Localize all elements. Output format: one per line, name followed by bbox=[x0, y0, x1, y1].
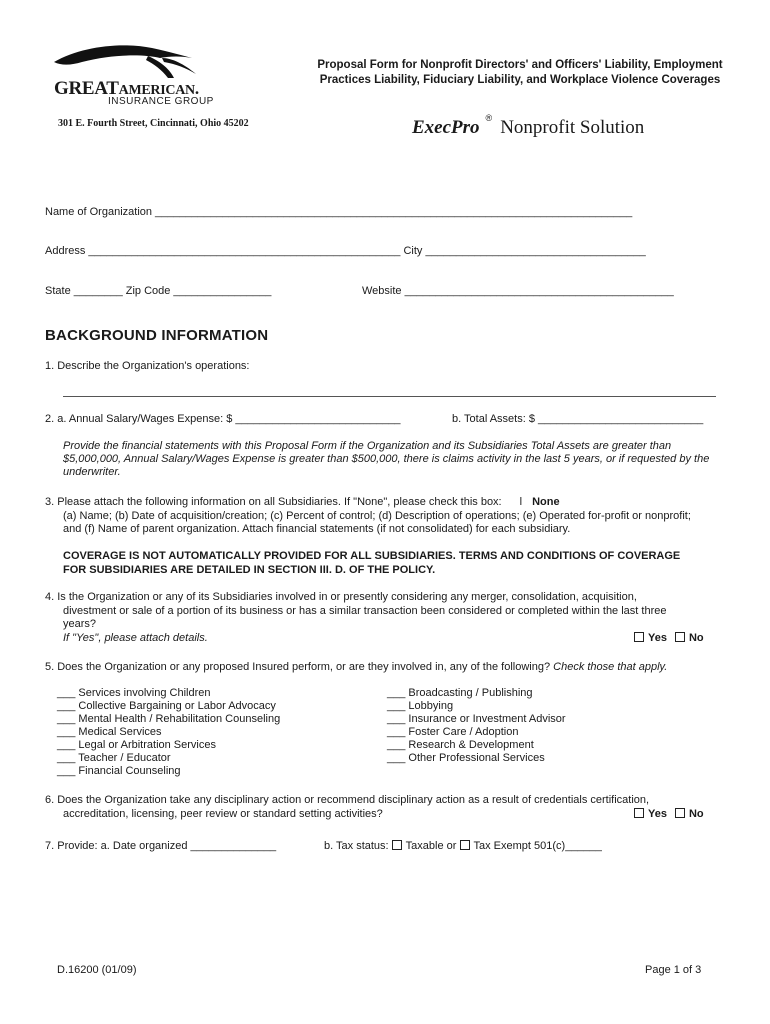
question-3-detail-1: (a) Name; (b) Date of acquisition/creation; (c) Percent of control; (d) Description of operations; (e) Operated for-profit or nonprofit; bbox=[63, 510, 691, 522]
company-group-text: INSURANCE GROUP bbox=[108, 96, 214, 107]
question-4-line-2: divestment or sale of a portion of its business or has a similar transaction been considered or completed within the last three bbox=[63, 605, 667, 617]
question-2a[interactable]: 2. a. Annual Salary/Wages Expense: $ ___________________________ bbox=[45, 413, 401, 425]
question-4-line-1: 4. Is the Organization or any of its Subsidiaries involved in or presently considering any merger, consolidation, acquisition, bbox=[45, 591, 637, 603]
no-checkbox[interactable] bbox=[675, 632, 685, 642]
question-7b[interactable]: b. Tax status: Taxable or Tax Exempt 501(c)______ bbox=[324, 840, 602, 852]
product-brand: ExecPro ® Nonprofit Solution bbox=[412, 113, 645, 138]
yes-checkbox[interactable] bbox=[634, 808, 644, 818]
list-item[interactable]: ___ Insurance or Investment Advisor bbox=[387, 713, 566, 725]
q5-left-list bbox=[57, 687, 280, 778]
company-logo-text: GREATAMERICAN. bbox=[54, 78, 199, 99]
company-address: 301 E. Fourth Street, Cincinnati, Ohio 45202 bbox=[58, 118, 249, 129]
tax-exempt-checkbox[interactable] bbox=[460, 840, 470, 850]
list-item[interactable]: ___ Research & Development bbox=[387, 739, 534, 751]
question-6-line-1: 6. Does the Organization take any disciplinary action or recommend disciplinary action as a result of credentials certification, bbox=[45, 794, 650, 806]
taxable-checkbox[interactable] bbox=[392, 840, 402, 850]
question-1: 1. Describe the Organization's operations: bbox=[45, 360, 250, 372]
coverage-note-2: FOR SUBSIDIARIES ARE DETAILED IN SECTION III. D. OF THE POLICY. bbox=[63, 564, 436, 576]
list-item[interactable]: ___ Broadcasting / Publishing bbox=[387, 687, 533, 699]
financial-note: Provide the financial statements with this Proposal Form if the Organization and its Subsidiaries Total Assets are greater than $5,000,000, Annual Salary/Wages Expense is greater than $500,000, there is claims activity in the last 5 years, or if requested by the underwriter. bbox=[63, 440, 710, 478]
list-item[interactable]: ___ Lobbying bbox=[387, 700, 454, 712]
answer-line[interactable] bbox=[63, 396, 716, 397]
form-number: D.16200 (01/09) bbox=[57, 964, 137, 976]
list-item[interactable]: ___ Mental Health / Rehabilitation Counseling bbox=[57, 713, 281, 725]
question-6-line-2: accreditation, licensing, peer review or standard setting activities? bbox=[63, 808, 383, 820]
coverage-note-1: COVERAGE IS NOT AUTOMATICALLY PROVIDED FOR ALL SUBSIDIARIES. TERMS AND CONDITIONS OF COVERAGE bbox=[63, 550, 681, 562]
list-item[interactable]: ___ Foster Care / Adoption bbox=[387, 726, 519, 738]
list-item[interactable]: ___ Teacher / Educator bbox=[57, 752, 171, 764]
question-2b[interactable]: b. Total Assets: $ ___________________________ bbox=[452, 413, 704, 425]
form-title: Proposal Form for Nonprofit Directors' and Officers' Liability, Employment Practices Liability, Fiduciary Liability, and Workplace Violence Coverages bbox=[317, 59, 723, 86]
website-field[interactable]: Website ____________________________________________ bbox=[362, 285, 674, 297]
eagle-logo-icon bbox=[52, 40, 202, 80]
no-checkbox[interactable] bbox=[675, 808, 685, 818]
page-number: Page 1 of 3 bbox=[645, 964, 702, 976]
question-3-detail-2: and (f) Name of parent organization. Attach financial statements (if not consolidated) for each subsidiary. bbox=[63, 523, 571, 535]
state-zip-field[interactable]: State ________ Zip Code ________________ bbox=[45, 285, 272, 297]
list-item[interactable]: ___ Medical Services bbox=[57, 726, 162, 738]
question-4-line-3: years? bbox=[63, 618, 97, 630]
list-item[interactable]: ___ Other Professional Services bbox=[387, 752, 545, 764]
yes-checkbox[interactable] bbox=[634, 632, 644, 642]
question-4-yes-no[interactable]: Yes No bbox=[634, 632, 704, 644]
list-item[interactable]: ___ Financial Counseling bbox=[57, 765, 181, 777]
org-name-field[interactable]: Name of Organization ______________________________________________________________________________ bbox=[45, 206, 633, 218]
section-heading: BACKGROUND INFORMATION bbox=[45, 327, 269, 344]
list-item[interactable]: ___ Legal or Arbitration Services bbox=[57, 739, 216, 751]
none-checkbox[interactable]: l bbox=[519, 496, 523, 508]
q5-right-list bbox=[387, 687, 566, 765]
question-5: 5. Does the Organization or any proposed Insured perform, or are they involved in, any of the following? Check those that apply. bbox=[45, 661, 668, 673]
list-item[interactable]: ___ Collective Bargaining or Labor Advocacy bbox=[57, 700, 276, 712]
question-7a[interactable]: 7. Provide: a. Date organized ______________ bbox=[45, 840, 277, 852]
address-field[interactable]: Address ___________________________________________________ City ____________________________________ bbox=[45, 245, 646, 257]
question-4-note: If "Yes", please attach details. bbox=[63, 632, 208, 644]
question-3: 3. Please attach the following information on all Subsidiaries. If "None", please check this box: l None bbox=[45, 496, 560, 508]
list-item[interactable]: ___ Services involving Children bbox=[57, 687, 211, 699]
question-6-yes-no[interactable]: Yes No bbox=[634, 808, 704, 820]
